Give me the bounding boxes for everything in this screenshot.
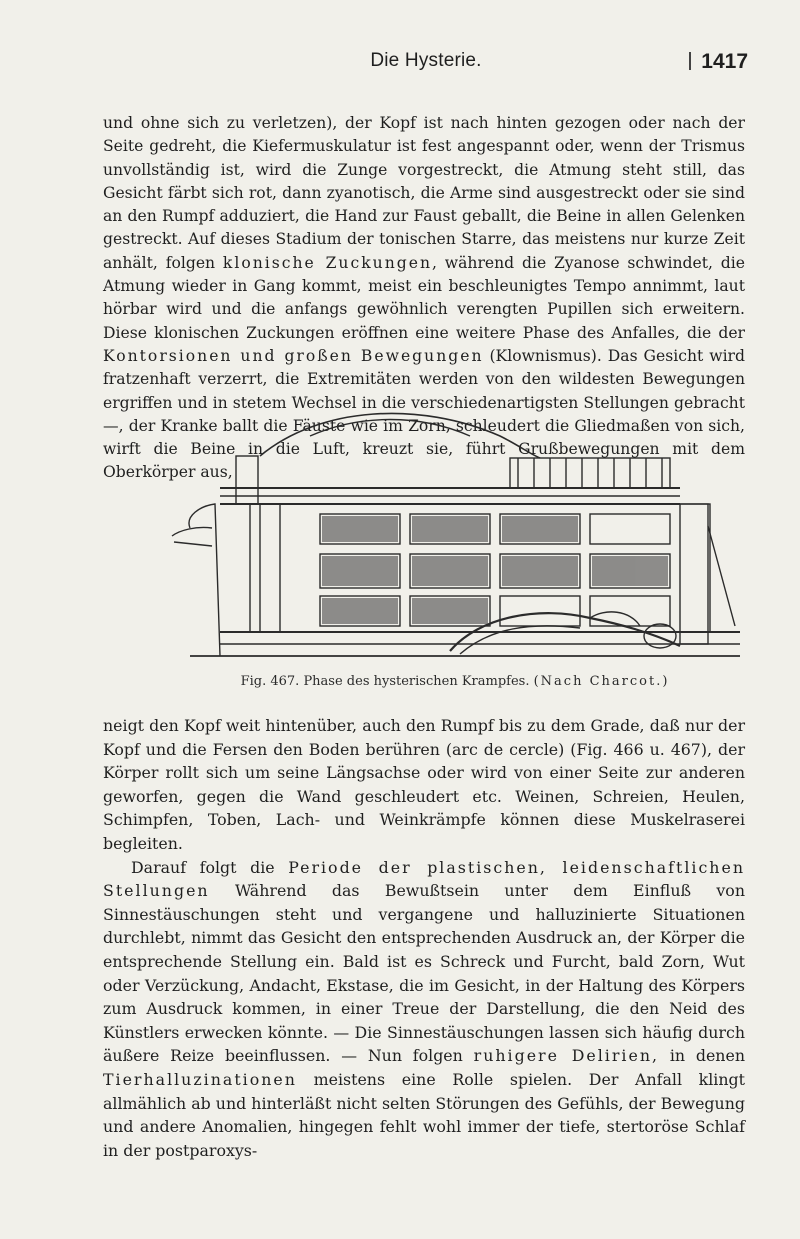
page-number: 1417 [689, 50, 748, 74]
body-text-bottom [103, 714, 745, 1162]
caption-source: (Nach Charcot.) [533, 674, 670, 689]
term-ruhigere-delirien: ruhigere Delirien, [473, 1046, 660, 1066]
paragraph-1-part-b: , während die Zyanose schwindet, die Atmung wieder in Gang kommt, meist ein beschleunigtes Tempo annimmt, laut hörbar wird und die anfangs gewöhnlich verengten Pupillen sich erweitern. Diese klonischen Zuckungen eröffnen eine weitere Phase des Anfalles, die der [103, 253, 745, 342]
caption-label: Fig. 467. [240, 674, 300, 689]
paragraph-3-part-a: Darauf folgt die [131, 857, 275, 877]
paragraph-3-part-d: meistens eine Rolle spielen. Der Anfall klingt allmählich ab und hinterläßt nicht selten Störungen des Gefühls, der Bewegung und andere Anomalien, hingegen fehlt wohl immer der tiefe, stertoröse Schlaf in der postparoxys- [103, 1069, 745, 1160]
paragraph-2: neigt den Kopf weit hintenüber, auch den Rumpf bis zu dem Grade, daß nur der Kopf und die Fersen den Boden berühren (arc de cercle) (Fig. 466 u. 467), der Körper rollt sich um seine Längsachse oder wird von einer Seite zur anderen geworfen, gegen die Wand geschleudert etc. Weinen, Schreien, Heulen, Schimpfen, Toben, Lach- und Weinkrämpfe können diese Muskelraserei begleiten. [103, 716, 745, 853]
paragraph-3-part-c: in denen [669, 1046, 745, 1066]
paragraph-3-part-b: Während das Bewußtsein unter dem Einfluß von Sinnestäuschungen steht und vergangene und halluzinierte Situationen durchlebt, nimmt das Gesicht den entsprechenden Ausdruck an, der Körper die entsprechende Stellung ein. Bald ist es Schreck und Furcht, bald Zorn, Wut oder Verzückung, Andacht, Ekstase, die im Gesicht, in der Haltung des Körpers zum Ausdruck kommen, in einer Treue der Darstellung, die den Neid des Künstlers erwecken könnte. — Die Sinnestäuschungen lassen sich häufig durch äußere Reize beeinflussen. — Nun folgen [103, 881, 745, 1066]
caption-text: Phase des hysterischen Krampfes. [303, 674, 530, 689]
paragraph-1-part-a: und ohne sich zu verletzen), der Kopf ist nach hinten gezogen oder nach der Seite gedreht, die Kiefermuskulatur ist fest angespannt oder, wenn der Trismus unvollständig ist, wird die Zunge vorgestreckt, die Atmung steht still, das Gesicht färbt sich rot, dann zyanotisch, die Arme sind ausgestreckt oder sie sind an den Rumpf adduziert, die Hand zur Faust geballt, die Beine in allen Gelenken gestreckt. Auf dieses Stadium der tonischen Starre, das meistens nur kurze Zeit anhält, folgen [103, 114, 745, 272]
figure-467 [160, 396, 750, 696]
paragraph-3 [103, 856, 745, 1163]
running-header [104, 50, 748, 84]
term-periode-plastischen-stellungen: Periode der plastischen, leidenschaftlichen Stellungen [103, 857, 745, 901]
term-kontorsionen: Kontorsionen und großen Bewegungen [103, 346, 484, 365]
running-title: Die Hysterie. [370, 50, 482, 71]
figure-caption [160, 674, 750, 689]
term-klonische-zuckungen: klonische Zuckungen [222, 253, 432, 272]
term-tierhalluzinationen: Tierhalluzinationen [103, 1069, 297, 1089]
bed-illustration [160, 396, 750, 666]
paragraph-1-part-c: (Klownismus). Das Gesicht wird fratzenhaft verzerrt, die Extremitäten werden von den wildesten Bewegungen ergriffen und in stetem Wechsel in die verschiedenartigsten Stellungen gebracht —, der Kranke ballt die Fäuste wie im Zorn, schleudert die Gliedmaßen von sich, wirft die Beine in die Luft, kreuzt sie, führt Grußbewegungen mit dem Oberkörper aus, [103, 346, 745, 482]
